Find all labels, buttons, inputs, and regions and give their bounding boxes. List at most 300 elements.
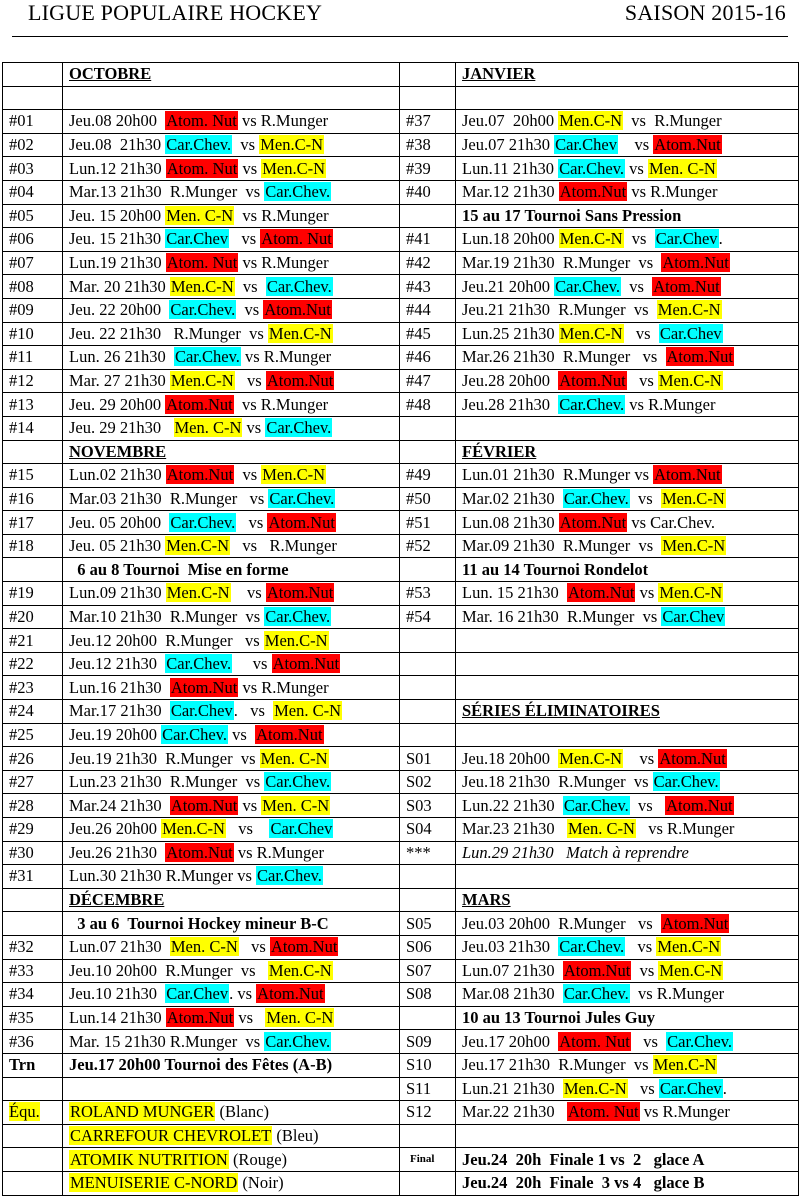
game-cell (456, 346, 799, 370)
team-label: Car.Chev. (559, 937, 625, 957)
game-number: S08 (400, 983, 456, 1007)
game-number: #02 (3, 133, 63, 157)
team-label: Car.Chev. (653, 772, 719, 792)
cell-text: Mar.09 21h30 R.Munger vs (462, 536, 662, 556)
empty-cell (3, 888, 63, 912)
game-cell (456, 959, 799, 983)
cell-text: Jeu.07 21h30 (462, 135, 555, 155)
game-number: S11 (400, 1077, 456, 1101)
game-number: #29 (3, 818, 63, 842)
team-label: Car.Chev. (257, 866, 322, 886)
cell-text: Mar. 27 21h30 (69, 371, 170, 391)
cell-text: vs (232, 135, 260, 155)
game-number: #11 (3, 346, 63, 370)
empty-cell (3, 440, 63, 464)
game-number: #45 (400, 322, 456, 346)
team-label: Car.Chev. (162, 724, 228, 744)
game-number: #25 (3, 723, 63, 747)
game-cell (456, 298, 799, 322)
game-cell (63, 818, 400, 842)
cell-text: vs (236, 300, 264, 320)
schedule-row (3, 676, 799, 700)
cell-text: vs (623, 229, 655, 249)
cell-text: vs (618, 135, 654, 155)
cell-text: 6 au 8 Tournoi Mise en forme (69, 559, 289, 579)
cell-text: vs (629, 795, 666, 815)
game-number: S04 (400, 818, 456, 842)
game-cell (456, 251, 799, 275)
team-label: Atom.Nut (559, 512, 627, 532)
game-cell (63, 747, 400, 771)
game-cell (456, 818, 799, 842)
team-label: Atom. Nut (166, 111, 237, 131)
game-number: S06 (400, 935, 456, 959)
game-cell (456, 487, 799, 511)
game-cell (63, 794, 400, 818)
cell-text: Jeu.21 20h00 (462, 276, 555, 296)
cell-text: vs R.Munger (233, 842, 325, 862)
team-label: Atom.Nut (666, 795, 733, 815)
schedule-row (3, 86, 799, 110)
team-label: Atom.Nut (264, 300, 331, 320)
team-label: Atom.Nut (268, 512, 335, 532)
game-cell (63, 770, 400, 794)
game-cell (63, 157, 400, 181)
month-heading: MARS (456, 888, 799, 912)
game-cell (63, 228, 400, 252)
team-label: Men.C-N (657, 937, 721, 957)
team-label: Car.Chev (555, 135, 617, 155)
game-cell (63, 605, 400, 629)
game-number (400, 652, 456, 676)
schedule-row (3, 511, 799, 535)
game-cell (456, 865, 799, 889)
team-label: Men. C-N (648, 158, 716, 178)
game-number: #26 (3, 747, 63, 771)
cell-text: Jeu.17 20h00 (462, 1031, 559, 1051)
cell-text: Jeu. 22 20h00 (69, 300, 170, 320)
game-number: #51 (400, 511, 456, 535)
team-label: Men.C-N (166, 536, 230, 556)
team-label: Car.Chev. (563, 488, 629, 508)
cell-text: Mar.22 21h30 (462, 1102, 567, 1122)
game-number (3, 1171, 63, 1195)
team-label: Men.C-N (657, 300, 721, 320)
game-cell (63, 511, 400, 535)
cell-text: vs (631, 960, 659, 980)
team-label: Atom.Nut (256, 724, 323, 744)
team-label: Car.Chev (166, 229, 229, 249)
empty-cell (3, 63, 63, 87)
schedule-row (3, 747, 799, 771)
schedule-row (3, 582, 799, 606)
game-cell (456, 1101, 799, 1125)
cell-text: vs R.Munger (623, 111, 722, 131)
team-label: Atom. Nut (166, 253, 238, 273)
schedule-row (3, 912, 799, 936)
cell-text: vs (229, 229, 261, 249)
team-label: Car.Chev. (170, 512, 236, 532)
game-number: #37 (400, 110, 456, 134)
team-label: Men.C-N (559, 323, 623, 343)
cell-text: vs (625, 937, 657, 957)
game-number: #19 (3, 582, 63, 606)
month-row (3, 440, 799, 464)
team-label: Atom.Nut (257, 984, 324, 1004)
team-label: Atom.Nut (654, 135, 721, 155)
cell-text: (Blanc) (215, 1102, 269, 1122)
cell-text: Lun.09 21h30 (69, 583, 166, 603)
game-number: #09 (3, 298, 63, 322)
cell-text: vs R.Munger (238, 253, 329, 273)
game-number (3, 912, 63, 936)
game-cell (456, 534, 799, 558)
cell-text: Jeu.03 21h30 (462, 937, 559, 957)
game-number: #39 (400, 157, 456, 181)
cell-text: Mar.23 21h30 (462, 819, 567, 839)
game-cell (456, 912, 799, 936)
cell-text: Lun.07 21h30 (69, 937, 170, 957)
team-label: Atom. Nut (559, 1031, 630, 1051)
cell-text: (Noir) (238, 1173, 284, 1193)
cell-text: Jeu.18 21h30 R.Munger vs (462, 772, 653, 792)
schedule-row (3, 865, 799, 889)
game-number: #08 (3, 275, 63, 299)
game-cell (456, 700, 799, 724)
game-number: S07 (400, 959, 456, 983)
schedule-row (3, 605, 799, 629)
team-label: Car.Chev. (266, 276, 332, 296)
game-cell (456, 676, 799, 700)
team-label: Men.C-N (658, 371, 722, 391)
game-number: S02 (400, 770, 456, 794)
game-cell (63, 322, 400, 346)
cell-text: vs (242, 418, 266, 438)
team-label: Car.Chev (662, 606, 725, 626)
schedule-row (3, 1006, 799, 1030)
game-number: #13 (3, 393, 63, 417)
game-cell (456, 1053, 799, 1077)
game-cell (63, 629, 400, 653)
cell-text: Jeu.18 20h00 (462, 748, 559, 768)
team-label: Atom.Nut (270, 937, 338, 957)
game-cell (456, 1030, 799, 1054)
cell-text: Lun.01 21h30 R.Munger vs (462, 465, 654, 485)
game-cell (63, 723, 400, 747)
team-label: Atom.Nut (654, 465, 721, 485)
cell-text: Lun.07 21h30 (462, 960, 563, 980)
cell-text: . (718, 229, 723, 249)
game-cell (63, 1101, 400, 1125)
cell-text: 10 au 13 Tournoi Jules Guy (462, 1008, 656, 1028)
team-label: Men.C-N (262, 158, 326, 178)
game-cell (63, 841, 400, 865)
cell-text: vs R.Munger (639, 1102, 730, 1122)
team-label: Men. C-N (262, 795, 330, 815)
schedule-row (3, 110, 799, 134)
team-label: Car.Chev (655, 229, 718, 249)
game-number: #31 (3, 865, 63, 889)
team-label: Men. C-N (170, 937, 238, 957)
game-number (400, 1171, 456, 1195)
game-cell (63, 983, 400, 1007)
cell-text: Lun.22 21h30 (462, 795, 563, 815)
schedule-row (3, 1077, 799, 1101)
team-label: Men.C-N (563, 1078, 627, 1098)
cell-text: vs R.Munger (238, 677, 329, 697)
game-cell (456, 629, 799, 653)
game-number: Final (400, 1148, 456, 1172)
cell-text: vs (234, 1008, 266, 1028)
game-cell (63, 652, 400, 676)
game-number: #35 (3, 1006, 63, 1030)
cell-text: Mar.08 21h30 (462, 984, 563, 1004)
cell-text: Lun.25 21h30 (462, 323, 559, 343)
cell-text: Jeu.12 21h30 (69, 654, 166, 674)
game-number: #10 (3, 322, 63, 346)
game-number: S03 (400, 794, 456, 818)
game-number: S12 (400, 1101, 456, 1125)
schedule-row (3, 346, 799, 370)
schedule-row (3, 1124, 799, 1148)
cell-text: Jeu.26 21h30 (69, 842, 166, 862)
cell-text: vs (623, 323, 659, 343)
cell-text: vs (635, 583, 659, 603)
cell-text: Lun.19 21h30 (69, 253, 166, 273)
cell-text: vs R.Munger (233, 394, 329, 414)
game-cell (456, 605, 799, 629)
game-cell (63, 1171, 400, 1195)
game-cell (456, 841, 799, 865)
team-label: Atom.Nut (166, 465, 234, 485)
game-cell (63, 912, 400, 936)
team-label: Men.C-N (659, 583, 723, 603)
schedule-row (3, 841, 799, 865)
game-cell (63, 110, 400, 134)
cell-text: vs (238, 937, 270, 957)
game-number (3, 1077, 63, 1101)
cell-text: Lun.29 21h30 Match à reprendre (462, 842, 689, 862)
game-number: #12 (3, 369, 63, 393)
game-cell (63, 865, 400, 889)
cell-text: Lun. 15 21h30 (462, 583, 567, 603)
schedule-row (3, 652, 799, 676)
game-number (400, 204, 456, 228)
game-cell (63, 180, 400, 204)
schedule-row (3, 275, 799, 299)
game-cell (456, 369, 799, 393)
cell-text: Jeu. 29 21h30 (69, 418, 174, 438)
cell-text: vs (627, 1078, 659, 1098)
schedule-row (3, 369, 799, 393)
team-label: Car.Chev. (265, 606, 331, 626)
game-number: #32 (3, 935, 63, 959)
game-number: Trn (3, 1053, 63, 1077)
game-number: #47 (400, 369, 456, 393)
header-rule (12, 36, 788, 37)
team-label: Atom.Nut (170, 677, 238, 697)
team-label: Atom.Nut (661, 913, 729, 933)
cell-text: Jeu.28 20h00 (462, 371, 559, 391)
game-cell (456, 110, 799, 134)
game-number: #44 (400, 298, 456, 322)
team-label: ATOMIK NUTRITION (70, 1149, 228, 1169)
month-row (3, 888, 799, 912)
schedule-row (3, 251, 799, 275)
team-label: Car.Chev (166, 984, 229, 1004)
game-number: #40 (400, 180, 456, 204)
team-label: CARREFOUR CHEVROLET (70, 1126, 272, 1146)
schedule-row (3, 228, 799, 252)
season-title: SAISON 2015-16 (624, 0, 786, 25)
game-number: #42 (400, 251, 456, 275)
team-label: Men.C-N (559, 748, 623, 768)
game-number: #46 (400, 346, 456, 370)
game-number (400, 700, 456, 724)
team-label: Men. C-N (274, 701, 342, 721)
schedule-row (3, 464, 799, 488)
cell-text: vs (621, 276, 653, 296)
game-cell (456, 275, 799, 299)
schedule-row (3, 1030, 799, 1054)
game-cell (456, 935, 799, 959)
game-cell (63, 275, 400, 299)
schedule-row (3, 1148, 799, 1172)
game-number: #53 (400, 582, 456, 606)
cell-text: Jeu. 29 20h00 (69, 394, 166, 414)
game-cell (63, 487, 400, 511)
game-cell (456, 794, 799, 818)
cell-text: Jeu.17 20h00 Tournoi des Fêtes (A-B) (69, 1055, 333, 1075)
team-label: Car.Chev. (266, 418, 332, 438)
game-number: #41 (400, 228, 456, 252)
game-cell (63, 133, 400, 157)
cell-text: vs R.Munger (627, 182, 718, 202)
cell-text: Mar.24 21h30 (69, 795, 170, 815)
game-number: #52 (400, 534, 456, 558)
game-number: #30 (3, 841, 63, 865)
game-number: #54 (400, 605, 456, 629)
team-label: Men.C-N (268, 960, 332, 980)
game-number (3, 558, 63, 582)
game-cell (456, 1148, 799, 1172)
game-number (400, 676, 456, 700)
team-label: MENUISERIE C-NORD (70, 1173, 238, 1193)
cell-text: Jeu.17 21h30 R.Munger vs (462, 1055, 653, 1075)
schedule-row (3, 133, 799, 157)
team-label: Men. C-N (174, 418, 242, 438)
game-number: #05 (3, 204, 63, 228)
cell-text: vs (225, 819, 270, 839)
game-number (3, 1148, 63, 1172)
game-number: #21 (3, 629, 63, 653)
team-label: Men.C-N (659, 960, 723, 980)
cell-text: Lun.12 21h30 (69, 158, 166, 178)
empty-cell (63, 86, 400, 110)
game-cell (456, 180, 799, 204)
game-number: #03 (3, 157, 63, 181)
month-heading: OCTOBRE (63, 63, 400, 87)
cell-text: Jeu.28 21h30 (462, 394, 559, 414)
team-label: Men.C-N (559, 111, 623, 131)
schedule-row (3, 1171, 799, 1195)
month-heading: NOVEMBRE (63, 440, 400, 464)
game-number: #23 (3, 676, 63, 700)
game-cell (456, 1171, 799, 1195)
cell-text: Jeu.08 21h30 (69, 135, 166, 155)
cell-text: Jeu.10 21h30 (69, 984, 166, 1004)
team-label: Atom. Nut (261, 229, 332, 249)
cell-text: Jeu. 05 20h00 (69, 512, 170, 532)
game-number: #49 (400, 464, 456, 488)
game-number: S09 (400, 1030, 456, 1054)
game-number (400, 1006, 456, 1030)
game-cell (63, 369, 400, 393)
cell-text: Jeu.10 20h00 R.Munger vs (69, 960, 268, 980)
schedule-row (3, 770, 799, 794)
team-label: Car.Chev. (265, 182, 331, 202)
game-number: #24 (3, 700, 63, 724)
game-cell (456, 393, 799, 417)
team-label: Car.Chev. (667, 1031, 733, 1051)
game-cell (456, 416, 799, 440)
cell-text: . vs (233, 701, 274, 721)
game-number: #16 (3, 487, 63, 511)
game-cell (63, 1030, 400, 1054)
game-cell (456, 133, 799, 157)
game-cell (456, 511, 799, 535)
month-row (3, 63, 799, 87)
cell-text: 15 au 17 Tournoi Sans Pression (462, 205, 682, 225)
game-number: #50 (400, 487, 456, 511)
cell-text: Jeu.24 20h Finale 3 vs 4 glace B (462, 1173, 705, 1193)
team-label: Car.Chev (270, 819, 333, 839)
cell-text: Jeu. 15 20h00 (69, 205, 166, 225)
cell-text: vs R.Munger (230, 536, 337, 556)
game-cell (63, 416, 400, 440)
game-cell (63, 935, 400, 959)
team-label: Men.C-N (661, 488, 725, 508)
cell-text: Jeu.03 20h00 R.Munger vs (462, 913, 661, 933)
game-number: #36 (3, 1030, 63, 1054)
game-number (3, 1101, 63, 1125)
game-cell (63, 582, 400, 606)
schedule-row (3, 1101, 799, 1125)
team-label: Atom.Nut (166, 394, 233, 414)
cell-text: vs (629, 488, 661, 508)
team-label: Atom. Nut (567, 1102, 639, 1122)
game-cell (456, 558, 799, 582)
game-cell (63, 534, 400, 558)
game-number (400, 1124, 456, 1148)
game-number: #01 (3, 110, 63, 134)
game-number: #43 (400, 275, 456, 299)
team-label: Atom.Nut (666, 347, 733, 367)
game-cell (456, 157, 799, 181)
cell-text: (Rouge) (228, 1149, 288, 1169)
cell-text: Jeu.19 21h30 R.Munger vs (69, 748, 260, 768)
game-number: *** (400, 841, 456, 865)
game-number: #06 (3, 228, 63, 252)
game-number: #34 (3, 983, 63, 1007)
cell-text: Lun. 26 21h30 (69, 347, 174, 367)
teams-label: Équ. (9, 1102, 40, 1122)
game-cell (456, 1077, 799, 1101)
schedule-row (3, 935, 799, 959)
game-cell (456, 322, 799, 346)
team-label: Men.C-N (162, 819, 225, 839)
game-cell (456, 464, 799, 488)
